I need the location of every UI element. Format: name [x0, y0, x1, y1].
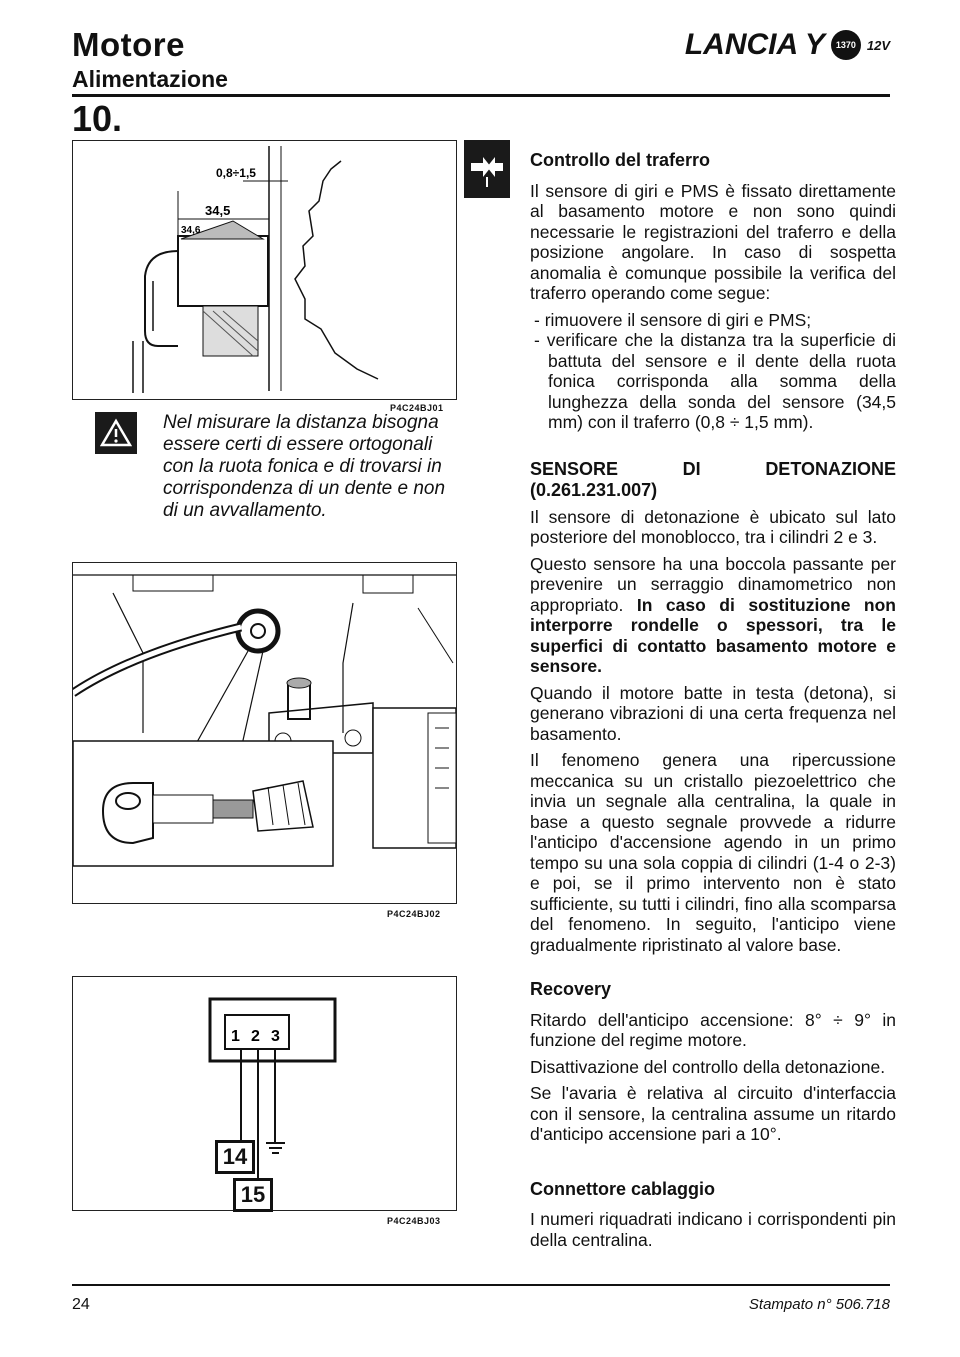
dim-gap-label: 0,8÷1,5	[216, 166, 256, 180]
ecu-pin-15-box: 15	[233, 1178, 273, 1212]
pin-2-label: 2	[251, 1028, 260, 1045]
page-title: Motore	[72, 26, 185, 63]
recovery-p3: Se l'avaria è relativa al circuito d'interfaccia con il sensore, la centralina assume un ritardo d'anticipo accensione pari a 10°.	[530, 1083, 896, 1144]
page-subtitle: Alimentazione	[72, 66, 228, 92]
figure2-code: P4C24BJ02	[387, 909, 441, 919]
sensore-p2	[530, 554, 896, 677]
connettore-heading: Connettore cablaggio	[530, 1178, 716, 1199]
traferro-step-1: - rimuovere il sensore di giri e PMS;	[534, 309, 812, 330]
sensore-p1: Il sensore di detonazione è ubicato sul lato posteriore del monoblocco, tra i cilindri 2 e 3.	[530, 506, 896, 547]
traferro-intro: Il sensore di giri e PMS è fissato direttamente al basamento motore e non sono quindi necessarie le registrazioni del traferro e della posizione angolare. In caso di sospetta anomalia è comunque possibile la verifica del traferro operando come segue:	[530, 180, 896, 303]
knock-sensor-diagram	[73, 563, 456, 903]
sensor-gap-diagram	[73, 141, 456, 399]
figure1-code: P4C24BJ01	[390, 403, 444, 413]
warning-text: Nel misurare la distanza bisogna essere certi di essere ortogonali con la ruota fonica e di trovarsi in corrispondenza di un dente e non di un avvallamento.	[163, 412, 446, 521]
figure-knock-sensor	[72, 562, 457, 904]
recovery-p1: Ritardo dell'anticipo accensione: 8° ÷ 9° in funzione del regime motore.	[530, 1009, 896, 1050]
sensore-heading-w3: DETONAZIONE	[765, 458, 896, 479]
sensore-p2-bold: In caso di sostituzione non interporre rondelle o spessori, tra le superfici di contatto basamento motore e sensore.	[530, 594, 896, 676]
ecu-pin-14-box: 14	[215, 1140, 255, 1174]
sensore-p4: Il fenomeno genera una ripercussione meccanica su un cristallo piezoelettrico che invia un segnale alla centralina, la quale in base a questo segnale provvede a ridurre l'anticipo d'accensione agendo in un primo tempo su una sola coppia di cilindri (1-4 o 2-3) e poi, se il primo intervento non è stato sufficiente, su tutti i cilindri, fino alla scomparsa del fenomeno. In seguito, l'anticipo viene gradualmente ripristinato al valore base.	[530, 750, 896, 955]
brand-suffix: 12V	[866, 37, 890, 53]
right-column	[530, 150, 896, 1256]
traferro-step-2: - verificare che la distanza tra la superficie di battuta del sensore e il dente della ruota fonica corrisponda alla somma della lunghezza della sonda del sensore (34,5 mm) con il traferro (0,8 ÷ 1,5 mm).	[534, 330, 896, 432]
figure-connector	[72, 976, 457, 1211]
recovery-heading: Recovery	[530, 979, 612, 999]
warning-triangle-icon	[95, 412, 137, 454]
connettore-p1: I numeri riquadrati indicano i corrispondenti pin della centralina.	[530, 1209, 896, 1250]
sensore-p3: Quando il motore batte in testa (detona), si generano vibrazioni di una certa frequenza nel basamento.	[530, 682, 896, 744]
brand-name: LANCIA Y	[684, 28, 825, 61]
pin-3-label: 3	[271, 1028, 280, 1045]
pin-1-label: 1	[231, 1028, 240, 1045]
warning-note	[95, 412, 455, 522]
sensore-heading-w1: SENSORE	[530, 458, 619, 479]
connector-diagram	[73, 977, 456, 1210]
sensore-p2-lead: Questo sensore ha una boccola passante per prevenire un serraggio dinamometrico non appropriato.	[530, 553, 896, 615]
gap-check-icon	[464, 140, 510, 198]
print-reference: Stampato n° 506.718	[748, 1296, 890, 1313]
section-number: 10.	[72, 98, 123, 139]
dim-b-label: 34,6	[181, 225, 201, 236]
figure3-code: P4C24BJ03	[387, 1216, 441, 1226]
recovery-p2: Disattivazione del controllo della detonazione.	[530, 1056, 886, 1077]
sensore-heading-code: (0.261.231.007)	[530, 479, 658, 500]
brand-header	[685, 28, 890, 62]
traferro-heading: Controllo del traferro	[530, 150, 711, 170]
header-rule	[72, 94, 890, 97]
sensore-heading	[530, 459, 896, 501]
figure-sensor-gap	[72, 140, 457, 400]
dim-a-label: 34,5	[205, 203, 231, 218]
sensore-heading-w2: DI	[682, 458, 701, 479]
engine-badge-icon: 1370	[831, 30, 861, 60]
traferro-steps	[530, 310, 896, 433]
page-number: 24	[72, 1296, 90, 1313]
footer-rule	[72, 1284, 890, 1286]
